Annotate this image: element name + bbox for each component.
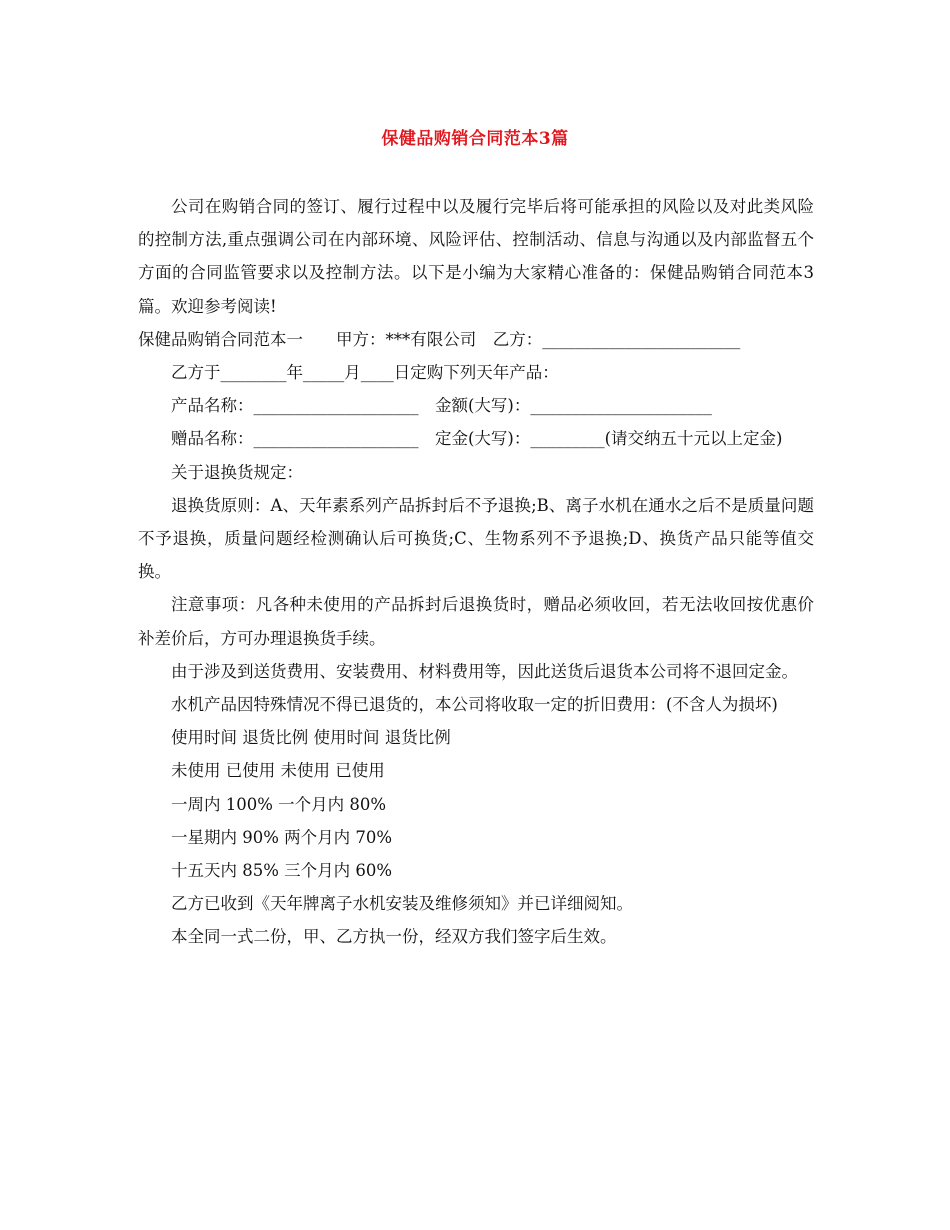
document-body — [138, 190, 814, 954]
deposit-paragraph: 由于涉及到送货费用、安装费用、材料费用等，因此送货后退货本公司将不退回定金。 — [171, 661, 798, 681]
table-header-line: 使用时间 退货比例 使用时间 退货比例 — [171, 728, 451, 748]
copies-line: 本全同一式二份，甲、乙方执一份，经双方我们签字后生效。 — [171, 927, 617, 947]
product-name-line: 产品名称：____________________ 金额(大写)：______________________ — [171, 396, 712, 416]
contract-heading-line: 保健品购销合同范本一 甲方：***有限公司 乙方：________________________ — [138, 329, 741, 349]
return-principles-paragraph: 退换货原则：A、天年素系列产品拆封后不予退换;B、离子水机在通水之后不是质量问题不予退换，质量问题经检测确认后可换货;C、生物系列不予退换;D、换货产品只能等值交换。 — [138, 495, 814, 582]
intro-paragraph: 公司在购销合同的签订、履行过程中以及履行完毕后将可能承担的风险以及对此类风险的控制方法,重点强调公司在内部环境、风险评估、控制活动、信息与沟通以及内部监督五个方面的合同监管要求以及控制方法。以下是小编为大家精心准备的：保健品购销合同范本3篇。欢迎参考阅读! — [138, 197, 814, 316]
table-row-2: 一星期内 90% 两个月内 70% — [171, 827, 393, 847]
table-subheader-line: 未使用 已使用 未使用 已使用 — [171, 761, 385, 781]
return-rules-heading: 关于退换货规定： — [171, 462, 303, 482]
document-title: 保健品购销合同范本3篇 — [381, 129, 569, 149]
table-row-1: 一周内 100% 一个月内 80% — [171, 794, 387, 814]
table-row-3: 十五天内 85% 三个月内 60% — [171, 861, 393, 881]
notes-paragraph: 注意事项：凡各种未使用的产品拆封后退换货时，赠品必须收回，若无法收回按优惠价补差价后，方可办理退换货手续。 — [138, 595, 814, 648]
manual-received-line: 乙方已收到《天年牌离子水机安装及维修须知》并已详细阅知。 — [171, 894, 633, 914]
depreciation-paragraph: 水机产品因特殊情况不得已退货的，本公司将收取一定的折旧费用：(不含人为损坏) — [171, 695, 778, 715]
gift-name-line: 赠品名称：____________________ 定金(大写)：_________(请交纳五十元以上定金) — [171, 429, 783, 449]
order-date-line: 乙方于________年_____月____日定购下列天年产品： — [171, 363, 559, 383]
